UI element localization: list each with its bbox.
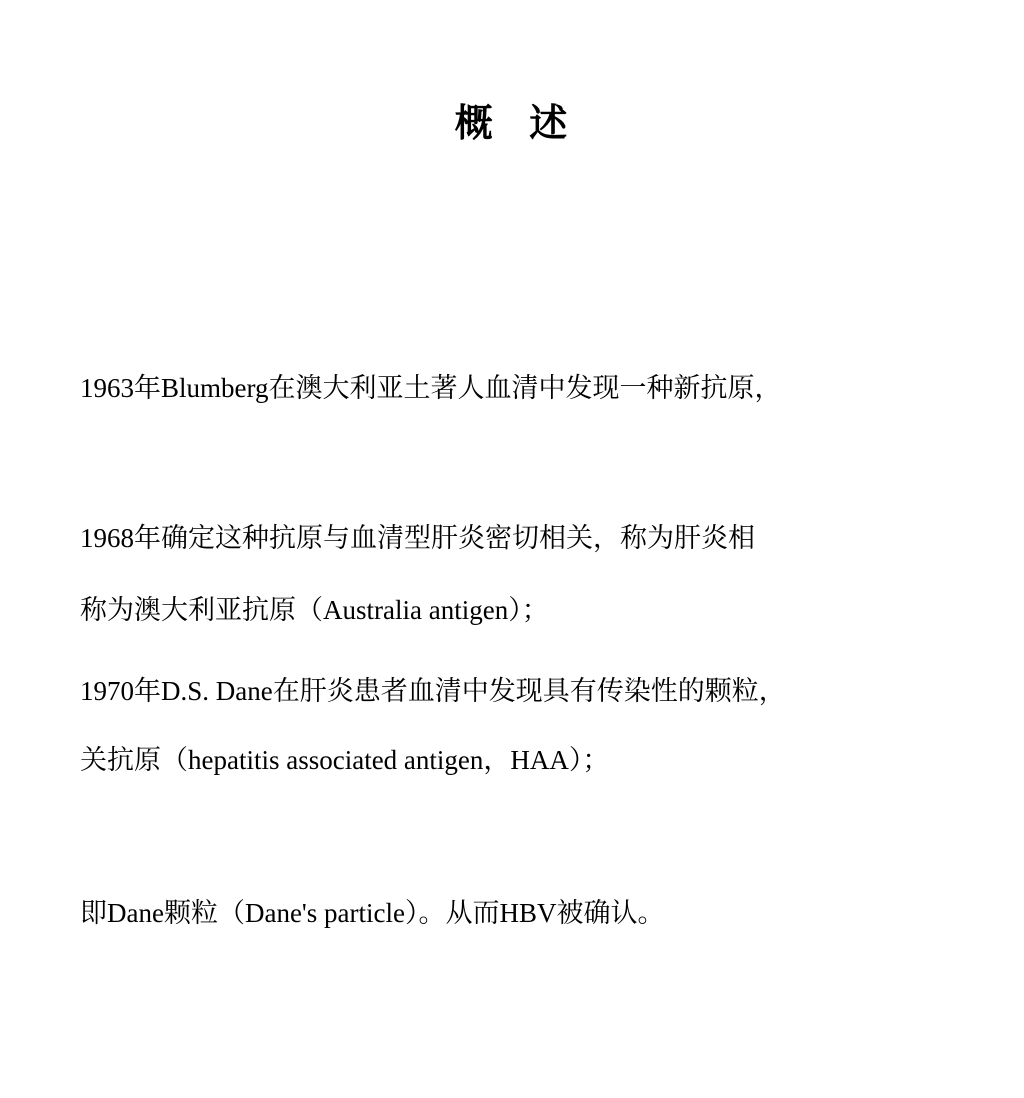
slide-title: 概 述: [454, 103, 570, 145]
paragraph-line: 称为澳大利亚抗原（Australia antigen）；: [80, 595, 549, 625]
paragraph-line: 1968年确定这种抗原与血清型肝炎密切相关，称为肝炎相: [80, 523, 755, 553]
paragraph-line: 1963年Blumberg在澳大利亚土著人血清中发现一种新抗原，: [80, 373, 782, 403]
paragraph-line: 1970年D.S. Dane在肝炎患者血清中发现具有传染性的颗粒，: [80, 676, 786, 706]
paragraph-1970: [80, 506, 970, 1098]
paragraph-line: 即Dane颗粒（Dane's particle）。从而HBV被确认。: [80, 898, 665, 928]
paragraph-line: 关抗原（hepatitis associated antigen，HAA）；: [80, 745, 610, 775]
